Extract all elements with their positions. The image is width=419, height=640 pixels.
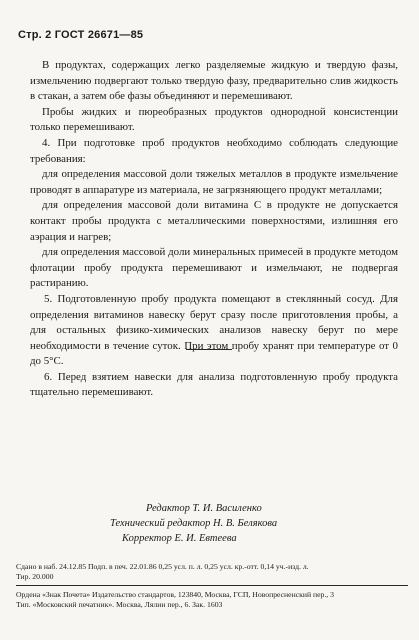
paragraph-puree: Пробы жидких и пюреобразных продуктов однородной консистенции только перемешивают.	[30, 105, 398, 134]
editors-block	[100, 501, 400, 546]
editor-line: Редактор Т. И. Василенко	[146, 503, 262, 514]
publisher-line: Ордена «Знак Почета» Издательство стандартов, 123840, Москва, ГСП, Новопресненский пер., 3	[16, 590, 334, 599]
imprint-divider	[16, 585, 408, 586]
paragraph-heavy-metals: для определения массовой доли тяжелых металлов в продукте измельчение проводят в аппаратуре из материала, не загрязняющего продукт металлами;	[30, 168, 398, 196]
paragraph-liquid-solid: В продуктах, содержащих легко разделяемые жидкую и твердую фазы, измельчению подвергают только твердую фазу, предварительно слив жидкость в стакан, а затем обе фазы объединяют и перемешивают.	[30, 59, 398, 103]
printing-house-line: Тип. «Московский печатник». Москва, Лялин пер., 6. Зак. 1603	[16, 600, 223, 609]
imprint-circulation: Тир. 20.000	[16, 572, 54, 581]
section-divider	[186, 349, 232, 350]
imprint-print-data: Сдано в наб. 24.12.85 Подп. в печ. 22.01.86 0,25 усл. п. л. 0,25 усл. кр.-отт. 0,14 уч.-изд. л.	[16, 562, 309, 571]
paragraph-item-5: 5. Подготовленную пробу продукта помещают в стеклянный сосуд. Для определения витаминов навеску берут сразу после приготовления пробы, а для остальных физико-химических анализов навеску берут по мере необходимости в течение суток. При этом пробу хранят при температуре от 0 до 5°С.	[30, 292, 398, 368]
page-header: Стр. 2 ГОСТ 26671—85	[18, 29, 144, 41]
paragraph-mineral-impurities: для определения массовой доли минеральных примесей в продукте методом флотации пробу продукта перемешивают и измельчают, не подвергая растиранию.	[30, 246, 398, 290]
paragraph-vitamin-c: для определения массовой доли витамина С в продукте не допускается контакт пробы продукта с металлическими поверхностями, излишняя его аэрация и нагрев;	[30, 199, 398, 243]
tech-editor-line: Технический редактор Н. В. Белякова	[110, 518, 278, 529]
imprint-block	[16, 562, 408, 582]
corrector-line: Корректор Е. И. Евтеева	[122, 533, 237, 544]
paragraph-item-6: 6. Перед взятием навески для анализа подготовленную пробу продукта тщательно перемешивают.	[30, 370, 398, 399]
paragraph-item-4: 4. При подготовке проб продуктов необходимо соблюдать следующие требования:	[30, 136, 398, 165]
printer-block	[16, 590, 408, 610]
